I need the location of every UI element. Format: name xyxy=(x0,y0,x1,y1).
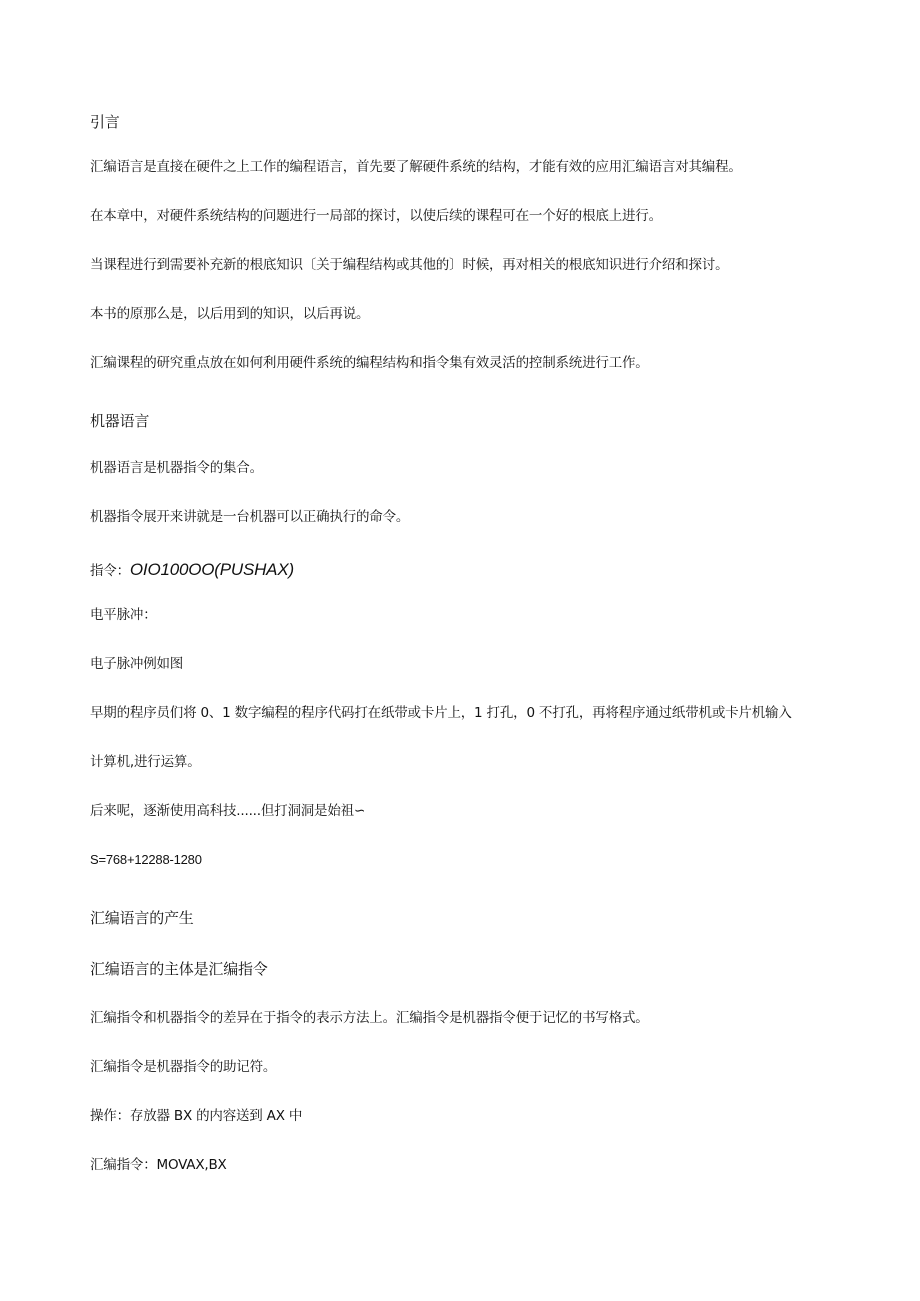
asm-paragraph-1: 汇编指令和机器指令的差异在于指令的表示方法上。汇编指令是机器指令便于记忆的书写格式。 xyxy=(90,1010,649,1026)
instruction-code: OIO100OO(PUSHAX) xyxy=(129,560,294,579)
asm-paragraph-3: 操作：存放器 BX 的内容送到 AX 中 xyxy=(90,1108,303,1124)
instruction-line xyxy=(90,561,294,580)
section-heading-machine-language: 机器语言 xyxy=(90,412,150,430)
intro-paragraph-3: 当课程进行到需要补充新的根底知识〔关于编程结构或其他的〕时候，再对相关的根底知识进行介绍和探讨。 xyxy=(90,257,729,273)
machine-paragraph-pulse: 电平脉冲： xyxy=(90,607,157,623)
intro-paragraph-4: 本书的原那么是，以后用到的知识，以后再说。 xyxy=(90,306,370,322)
machine-paragraph-1: 机器语言是机器指令的集合。 xyxy=(90,460,263,476)
section-subheading-asm-body: 汇编语言的主体是汇编指令 xyxy=(90,960,268,978)
machine-paragraph-later: 后来呢，逐渐使用高科技......但打洞洞是始祖∽ xyxy=(90,803,366,819)
machine-paragraph-pulse-example: 电子脉冲例如图 xyxy=(90,656,184,672)
machine-paragraph-punch-1: 早期的程序员们将 0、1 数字编程的程序代码打在纸带或卡片上，1 打孔，0 不打孔，再将程序通过纸带机或卡片机输入 xyxy=(90,705,792,721)
machine-paragraph-2: 机器指令展开来讲就是一台机器可以正确执行的命令。 xyxy=(90,509,410,525)
asm-paragraph-4: 汇编指令：MOVAX,BX xyxy=(90,1157,227,1173)
machine-paragraph-punch-2: 计算机,进行运算。 xyxy=(90,754,201,770)
intro-paragraph-2: 在本章中，对硬件系统结构的问题进行一局部的探讨，以使后续的课程可在一个好的根底上进行。 xyxy=(90,208,662,224)
intro-paragraph-5: 汇编课程的研究重点放在如何利用硬件系统的编程结构和指令集有效灵活的控制系统进行工作。 xyxy=(90,355,649,371)
section-heading-asm-origin: 汇编语言的产生 xyxy=(90,909,194,927)
instruction-label: 指令： xyxy=(90,563,130,579)
asm-paragraph-2: 汇编指令是机器指令的助记符。 xyxy=(90,1059,277,1075)
intro-paragraph-1: 汇编语言是直接在硬件之上工作的编程语言，首先要了解硬件系统的结构，才能有效的应用汇编语言对其编程。 xyxy=(90,159,742,175)
section-heading-intro: 引言 xyxy=(90,113,120,131)
formula-line: S=768+12288-1280 xyxy=(90,852,202,867)
